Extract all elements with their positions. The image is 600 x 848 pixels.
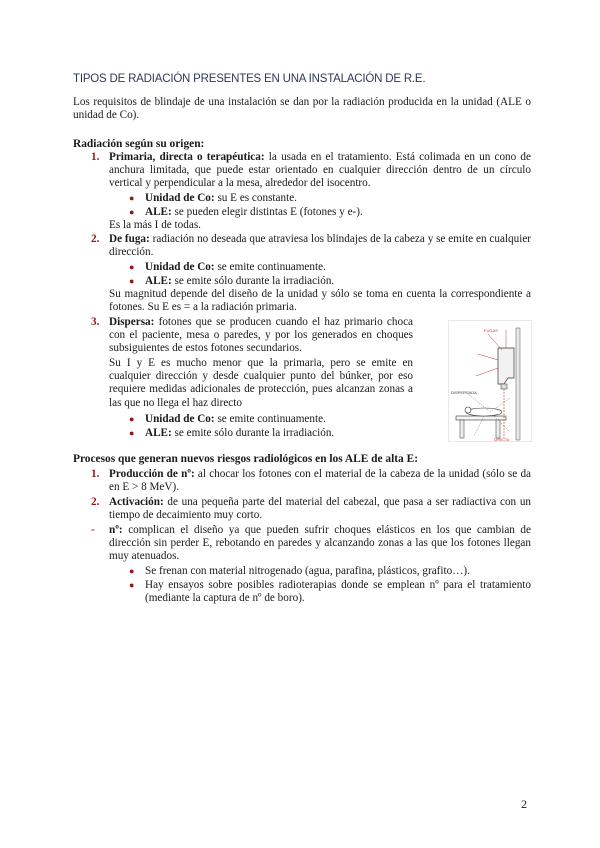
list-number: 1.: [91, 151, 100, 163]
bullet-item: Hay ensayos sobre posibles radioterapias donde se emplean nº para el tratamiento (mediante la captura de nº de boro).: [145, 579, 531, 605]
bullet-label: Unidad de Co:: [145, 261, 215, 273]
table-leg: [460, 420, 464, 438]
bullet-label: ALE:: [145, 427, 172, 439]
bullet-label: Unidad de Co:: [145, 192, 215, 204]
section-heading-origin: Radiación según su origen:: [73, 138, 205, 150]
bullet-item: [145, 427, 415, 440]
bullet-item: [145, 192, 525, 205]
dash-marker: -: [91, 524, 95, 536]
item-text: complican el diseño ya que pueden sufrir choques elásticos en los que cambian de dirección sin perder E, rebotando en paredes y alcanzando zonas a las que los fotones llegan muy atenuados.: [109, 524, 531, 563]
section-heading-processes: Procesos que generan nuevos riesgos radiológicos en los ALE de alta E:: [73, 453, 418, 465]
page-title: TIPOS DE RADIACIÓN PRESENTES EN UNA INSTALACIÓN DE R.E.: [73, 73, 426, 85]
item-note: Es la más I de todas.: [109, 219, 201, 231]
bullet-text: se emite sólo durante la irradiación.: [174, 427, 335, 439]
bullet-dot-icon: ●: [129, 207, 135, 217]
bullet-item: [145, 275, 525, 288]
list-number: 3.: [91, 316, 100, 328]
bunker-wall: [516, 328, 520, 440]
bullet-text: se emite sólo durante la irradiación.: [174, 275, 335, 287]
bullet-text: su E es constante.: [217, 192, 297, 204]
treatment-table: [456, 416, 506, 420]
list-number: 2.: [91, 496, 100, 508]
list-number: 1.: [91, 468, 100, 480]
label-dispersada: DISPERSADA: [451, 390, 477, 395]
list-item-neutrones: [109, 524, 531, 564]
bullet-dot-icon: ●: [129, 193, 135, 203]
item-label: Dispersa:: [109, 316, 155, 328]
bullet-label: ALE:: [145, 206, 172, 218]
bullet-label: Unidad de Co:: [145, 413, 215, 425]
table-leg: [496, 420, 500, 438]
patient-head-icon: [465, 407, 471, 413]
item-label: Activación:: [109, 496, 164, 508]
list-item-primaria: [109, 151, 531, 191]
bullet-dot-icon: ●: [129, 414, 135, 424]
item-text: al chocar los fotones con el material de la cabeza de la unidad (sólo se da en E > 8 MeV).: [109, 468, 532, 494]
item-label: Primaria, directa o terapéutica:: [109, 151, 265, 163]
bullet-text: se emite continuamente.: [217, 413, 326, 425]
page-number: 2: [521, 797, 527, 811]
bullet-item: Se frenan con material nitrogenado (agua, parafina, plásticos, grafito…).: [145, 565, 470, 577]
item-text: de una pequeña parte del material del cabezal, que pasa a ser radiactiva con un tiempo de decaimiento muy corto.: [109, 496, 532, 522]
label-fugas: FUGAS: [484, 328, 498, 333]
radiation-diagram: [448, 320, 532, 442]
patient-icon: [466, 408, 502, 416]
list-number: 2.: [91, 233, 100, 245]
item-note: Su magnitud depende del diseño de la unidad y sólo se toma en cuenta la correspondiente a fotones. Su E es = a la radiación primaria.: [109, 288, 531, 314]
bullet-label: ALE:: [145, 275, 172, 287]
item-text: fotones que se producen cuando el haz primario choca con el paciente, mesa o paredes, y por los generados en choques subsiguientes de estos fotones secundarios.: [109, 316, 414, 355]
bullet-item: [145, 413, 415, 426]
bullet-dot-icon: ●: [129, 262, 135, 272]
list-item-dispersa: [109, 316, 413, 356]
item-label: nº:: [109, 524, 123, 536]
bullet-text: se pueden elegir distintas E (fotones y e-).: [174, 206, 363, 218]
list-item-fuga: [109, 233, 531, 259]
item-text: radiación no deseada que atraviesa los blindajes de la cabeza y se emite en cualquier dirección.: [109, 233, 532, 259]
item-label: Producción de nº:: [109, 468, 195, 480]
bullet-dot-icon: ●: [129, 276, 135, 286]
bullet-item: [145, 206, 525, 219]
bullet-item: [145, 261, 525, 274]
intro-paragraph: Los requisitos de blindaje de una instalación se dan por la radiación producida en la unidad (ALE o unidad de Co).: [73, 96, 531, 122]
list-item-activacion: [109, 496, 531, 522]
bullet-dot-icon: ●: [129, 580, 135, 590]
item-text: la usada en el tratamiento. Está colimada en un cono de anchura limitada, que puede estar orientado en cualquier dirección dentro de un círculo vertical y perpendicular a la mesa, alrededor del isocentro.: [109, 151, 531, 190]
item-note: Su I y E es mucho menor que la primaria, pero se emite en cualquier dirección y desde cualquier punto del búnker, por eso requiere medidas adicionales de protección, pues alcanzan zonas a las que no llega el haz directo: [109, 357, 413, 409]
collimator-icon: [501, 384, 507, 389]
label-directa: DIRECTA: [494, 438, 510, 442]
bullet-text: se emite continuamente.: [217, 261, 326, 273]
list-item-produccion: [109, 468, 531, 494]
bullet-dot-icon: ●: [129, 428, 135, 438]
bullet-dot-icon: ●: [129, 566, 135, 576]
item-label: De fuga:: [109, 233, 150, 245]
